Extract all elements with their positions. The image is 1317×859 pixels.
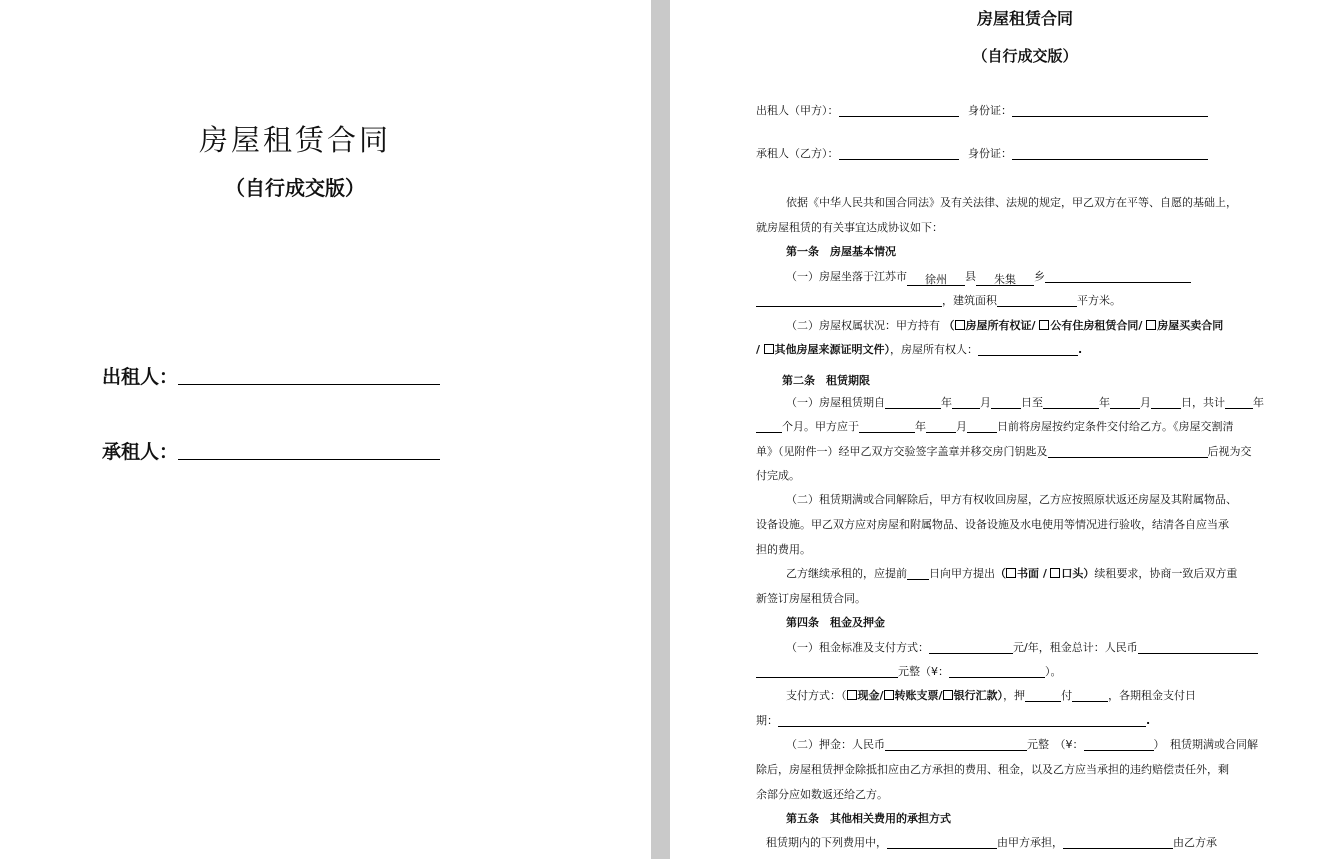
text: 转账支票/ <box>894 689 943 702</box>
article4-l2 <box>756 665 1062 679</box>
text: 乙方继续承租的，应提前 <box>786 567 907 580</box>
text: 房屋所有权证/ <box>965 319 1036 332</box>
text: 日向甲方提出 <box>929 567 995 580</box>
article2-p2-l2: 设备设施。甲乙双方应对房屋和附属物品、设备设施及水电使用等情况进行验收，结清各自应当承 <box>756 518 1229 531</box>
blank[interactable] <box>967 420 997 433</box>
text: （ <box>943 319 955 332</box>
blank[interactable] <box>885 738 1027 751</box>
article4-l3 <box>786 689 1196 703</box>
text: 现金/ <box>857 689 884 702</box>
blank[interactable] <box>952 396 980 409</box>
article4-d1 <box>786 738 1258 752</box>
text: 付 <box>1061 689 1073 702</box>
article4-d2: 除后，房屋租赁押金除抵扣应由乙方承担的费用、租金，以及乙方应当承担的违约赔偿责任外，剩 <box>756 763 1229 776</box>
text: ）。 <box>1045 665 1062 678</box>
text: ，各期租金支付日 <box>1108 689 1197 702</box>
page-gutter <box>651 0 670 859</box>
article4-l4 <box>756 714 1150 728</box>
checkbox-icon[interactable] <box>943 690 953 700</box>
checkbox-icon[interactable] <box>764 344 774 354</box>
owner-blank[interactable] <box>978 343 1078 356</box>
cover-lessee-label: 承租人： <box>102 441 179 463</box>
checkbox-icon[interactable] <box>884 690 894 700</box>
checkbox-icon[interactable] <box>847 690 857 700</box>
text: 月 <box>1140 396 1151 409</box>
cover-lessee-blank[interactable] <box>178 441 440 460</box>
blank[interactable] <box>756 420 782 433</box>
article1-p1-cont <box>756 294 1121 308</box>
lessor-id-label: 身份证： <box>968 104 1012 117</box>
text: 由甲方承担， <box>997 836 1063 849</box>
text: 个月。甲方应于 <box>782 420 859 433</box>
article2-heading: 第二条 租赁期限 <box>782 374 870 387</box>
text: （ <box>995 567 1006 580</box>
text: 年 <box>941 396 952 409</box>
article2-l4: 付完成。 <box>756 469 800 482</box>
blank[interactable] <box>1072 689 1108 702</box>
text: 口头） <box>1061 567 1095 580</box>
address-blank[interactable] <box>756 294 942 307</box>
text: （二）房屋权属状况：甲方持有 <box>786 319 940 332</box>
text: 日，共计 <box>1181 396 1225 409</box>
checkbox-icon[interactable] <box>955 320 965 330</box>
text: 银行汇款） <box>953 689 1004 702</box>
text: . <box>1146 714 1151 727</box>
text: 日至 <box>1021 396 1043 409</box>
article2-p3 <box>786 567 1237 581</box>
ownership-options <box>944 319 1224 332</box>
checkbox-icon[interactable] <box>1146 320 1156 330</box>
text: 月 <box>980 396 991 409</box>
blank[interactable] <box>1084 738 1154 751</box>
text: 县 <box>965 270 976 283</box>
text: （二）押金：人民币 <box>786 738 885 751</box>
town-blank[interactable]: 朱集 <box>976 273 1034 286</box>
text: 后视为交 <box>1207 445 1252 458</box>
text: 年 <box>1099 396 1110 409</box>
text: / <box>756 343 761 356</box>
blank[interactable] <box>907 567 929 580</box>
text: 单》（见附件一）经甲乙双方交验签字盖章并移交房门钥匙及 <box>756 445 1048 458</box>
blank[interactable] <box>756 665 898 678</box>
lessor-label: 出租人（甲方）： <box>756 104 839 117</box>
text: 日前将房屋按约定条件交付给乙方。《房屋交割清 <box>997 420 1234 433</box>
article4-d3: 余部分应如数返还给乙方。 <box>756 788 888 801</box>
cover-subtitle: （自行成交版） <box>225 176 365 200</box>
doc-subtitle: （自行成交版） <box>972 47 1078 65</box>
doc-title: 房屋租赁合同 <box>976 9 1073 28</box>
article5-l1 <box>766 836 1217 850</box>
lessee-label: 承租人（乙方）： <box>756 147 839 160</box>
text: 公有住房租赁合同/ <box>1050 319 1143 332</box>
blank[interactable] <box>1151 396 1181 409</box>
blank[interactable] <box>1048 445 1208 458</box>
lessee-id-blank[interactable] <box>1012 147 1208 160</box>
blank[interactable] <box>926 420 956 433</box>
lessor-blank[interactable] <box>839 104 959 117</box>
lessee-blank[interactable] <box>839 147 959 160</box>
lessor-line <box>756 104 1208 118</box>
text: 元整（¥： <box>898 665 949 678</box>
article2-p2-l1: （二）租赁期满或合同解除后，甲方有权收回房屋，乙方应按照原状返还房屋及其附属物品、 <box>786 493 1237 506</box>
blank[interactable] <box>929 641 1013 654</box>
article2-l2 <box>756 420 1234 434</box>
text: 书面 / <box>1017 567 1047 580</box>
blank[interactable] <box>887 836 997 849</box>
blank[interactable] <box>1025 689 1061 702</box>
blank[interactable] <box>991 396 1021 409</box>
blank[interactable] <box>1110 396 1140 409</box>
text: 期： <box>756 714 778 727</box>
blank[interactable] <box>859 420 915 433</box>
article1-p2-cont <box>756 343 1082 357</box>
article2-l1 <box>786 396 1264 410</box>
text: （一）租金标准及支付方式： <box>786 641 929 654</box>
article2-l3 <box>756 445 1252 459</box>
text: 乡 <box>1034 270 1045 283</box>
article4-l1 <box>786 641 1258 655</box>
text: 其他房屋来源证明文件） <box>774 343 891 356</box>
checkbox-icon[interactable] <box>1050 568 1060 578</box>
text: 元/年，租金总计：人民币 <box>1013 641 1138 654</box>
checkbox-icon[interactable] <box>1006 568 1016 578</box>
blank[interactable] <box>778 714 1146 727</box>
article1-p2 <box>786 319 1223 333</box>
article2-p3-l2: 新签订房屋租赁合同。 <box>756 592 866 605</box>
cover-page <box>0 0 651 859</box>
blank[interactable] <box>1043 396 1099 409</box>
lessee-line <box>756 147 1208 161</box>
text: ，建筑面积 <box>942 294 997 307</box>
text: 元整 （¥： <box>1027 738 1084 751</box>
contract-page <box>670 0 1317 859</box>
blank[interactable] <box>1225 396 1253 409</box>
text: 平方米。 <box>1077 294 1121 307</box>
article2-p2-l3: 担的费用。 <box>756 543 811 556</box>
text: ，押 <box>1003 689 1026 702</box>
article5-heading: 第五条 其他相关费用的承担方式 <box>786 812 951 825</box>
lessor-id-blank[interactable] <box>1012 104 1208 117</box>
text: 年 <box>1253 396 1264 409</box>
text: 续租要求，协商一致后双方重 <box>1094 567 1238 580</box>
checkbox-icon[interactable] <box>1039 320 1049 330</box>
cover-lessee-row <box>102 437 440 464</box>
text: 由乙方承 <box>1173 836 1217 849</box>
cover-lessor-blank[interactable] <box>178 366 440 385</box>
blank[interactable] <box>1138 641 1258 654</box>
blank[interactable] <box>885 396 941 409</box>
text: 租赁期内的下列费用中， <box>766 836 887 849</box>
article4-heading: 第四条 租金及押金 <box>786 616 885 629</box>
article1-p1 <box>786 270 1191 286</box>
village-blank[interactable] <box>1045 270 1191 283</box>
text: （一）房屋坐落于江苏市 <box>786 270 907 283</box>
text: 年 <box>915 420 926 433</box>
text: （一）房屋租赁期自 <box>786 396 885 409</box>
blank[interactable] <box>1063 836 1173 849</box>
cover-lessor-row <box>102 362 440 389</box>
preamble-line-2: 就房屋租赁的有关事宜达成协议如下： <box>756 221 943 234</box>
article1-heading: 第一条 房屋基本情况 <box>786 245 896 258</box>
text: ，房屋所有权人： <box>890 343 979 356</box>
blank[interactable] <box>949 665 1045 678</box>
lessee-id-label: 身份证： <box>968 147 1012 160</box>
text: 支付方式：（ <box>786 689 847 702</box>
text: . <box>1078 343 1083 356</box>
text: 月 <box>956 420 967 433</box>
preamble-line-1: 依据《中华人民共和国合同法》及有关法律、法规的规定，甲乙双方在平等、自愿的基础上， <box>786 196 1237 209</box>
city-blank[interactable]: 徐州 <box>907 273 965 286</box>
area-blank[interactable] <box>997 294 1077 307</box>
cover-lessor-label: 出租人： <box>102 366 179 388</box>
cover-title: 房屋租赁合同 <box>198 123 391 157</box>
text: 房屋买卖合同 <box>1157 319 1224 332</box>
text: ） 租赁期满或合同解 <box>1153 738 1258 751</box>
